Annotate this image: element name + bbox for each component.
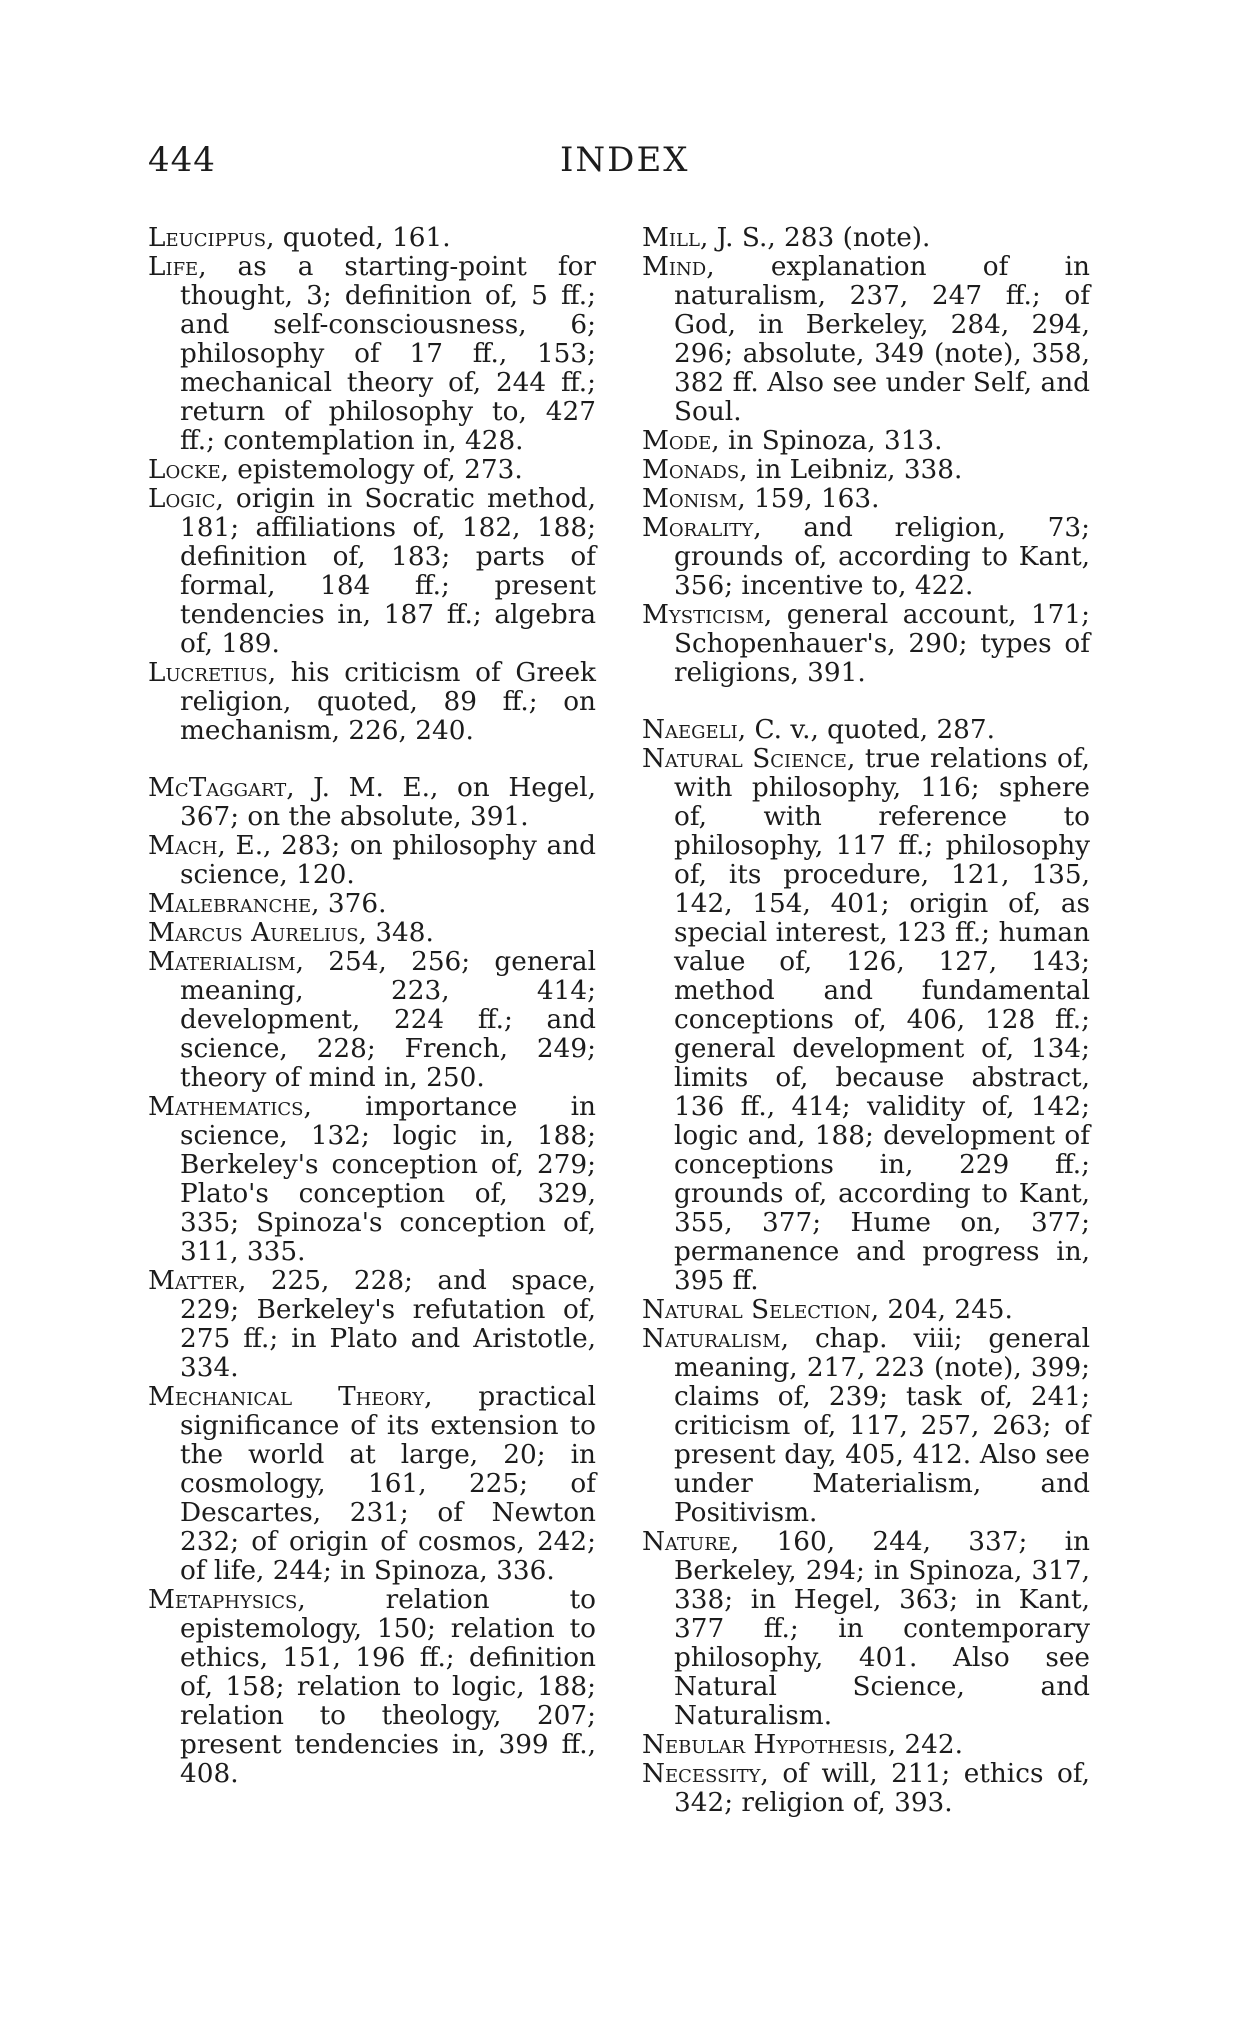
index-locators: , and religion, 73; grounds of, according to Kant, 356; incentive to, 422.	[674, 513, 1090, 601]
index-entry	[642, 456, 1090, 485]
index-locators: , in Spinoza, 313.	[711, 426, 943, 456]
index-locators: , importance in science, 132; logic in, 188; Berkeley's conception of, 279; Plato's conception of, 329, 335; Spinoza's conception of, 311, 335.	[180, 1092, 596, 1267]
index-entry	[148, 1267, 596, 1383]
index-locators: , in Leibniz, 338.	[739, 455, 963, 485]
index-locators: , 254, 256; general meaning, 223, 414; development, 224 ff.; and science, 228; French, 249; theory of mind in, 250.	[180, 947, 596, 1093]
index-term: Life	[148, 252, 199, 282]
index-locators: , 376.	[311, 889, 387, 919]
index-term: Locke	[148, 455, 221, 485]
index-entry	[642, 1760, 1090, 1818]
index-locators: , general account, 171; Schopenhauer's, 290; types of religions, 391.	[674, 600, 1090, 688]
index-term: Materialism	[148, 947, 296, 977]
index-entry	[642, 1296, 1090, 1325]
index-term: Naturalism	[642, 1324, 781, 1354]
index-entry	[148, 485, 596, 659]
index-entry	[148, 253, 596, 456]
index-term: Mind	[642, 252, 707, 282]
index-term: Leucippus	[148, 223, 267, 253]
index-entry	[148, 224, 596, 253]
index-term: Nature	[642, 1527, 731, 1557]
index-entry	[642, 485, 1090, 514]
index-locators: , practical significance of its extension to the world at large, 20; in cosmology, 161, 225; of Descartes, 231; of Newton 232; of origin of cosmos, 242; of life, 244; in Spinoza, 336.	[180, 1382, 597, 1586]
index-term: Necessity	[642, 1759, 761, 1789]
index-entry	[642, 745, 1090, 1296]
index-term: Natural Selection	[642, 1295, 871, 1325]
index-entry	[642, 1325, 1090, 1528]
index-entry	[642, 224, 1090, 253]
index-term: Logic	[148, 484, 216, 514]
index-locators: , E., 283; on philosophy and science, 120.	[180, 831, 596, 890]
index-term: Monads	[642, 455, 740, 485]
index-locators: , J. S., 283 (note).	[699, 223, 931, 253]
index-entry	[148, 456, 596, 485]
index-term: Mill	[642, 223, 700, 253]
index-entry	[148, 1383, 596, 1586]
index-locators: , 159, 163.	[737, 484, 880, 514]
index-term: Mysticism	[642, 600, 764, 630]
index-entry	[642, 1528, 1090, 1731]
index-locators: , true relations of, with philosophy, 116; sphere of, with reference to philosophy, 117 ff.; philosophy of, its procedure, 121, 135, 142, 154, 401; origin of, as special interest, 123 ff.; human value of, 126, 127, 143; method and fundamental conceptions of, 406, 128 ff.; general development of, 134; limits of, because abstract, 136 ff., 414; validity of, 142; logic and, 188; development of conceptions in, 229 ff.; grounds of, according to Kant, 355, 377; Hume on, 377; permanence and progress in, 395 ff.	[674, 744, 1091, 1296]
index-term: Matter	[148, 1266, 238, 1296]
index-term: Monism	[642, 484, 738, 514]
page-number: 444	[148, 140, 216, 180]
index-locators: , explanation of in naturalism, 237, 247 ff.; of God, in Berkeley, 284, 294, 296; absolute, 349 (note), 358, 382 ff. Also see under Self, and Soul.	[674, 252, 1090, 427]
index-entry	[642, 601, 1090, 688]
index-entry	[148, 774, 596, 832]
index-entry	[148, 1586, 596, 1789]
index-locators: , 225, 228; and space, 229; Berkeley's refutation of, 275 ff.; in Plato and Aristotle, 334.	[180, 1266, 596, 1383]
index-entry	[642, 716, 1090, 745]
index-entry	[148, 1093, 596, 1267]
index-term: McTaggart	[148, 773, 287, 803]
index-term: Mach	[148, 831, 218, 861]
index-entry	[148, 919, 596, 948]
index-term: Metaphysics	[148, 1585, 298, 1615]
index-entry	[148, 890, 596, 919]
index-term: Malebranche	[148, 889, 312, 919]
index-term: Natural Science	[642, 744, 847, 774]
index-term: Mathematics	[148, 1092, 304, 1122]
index-locators: , origin in Socratic method, 181; affiliations of, 182, 188; definition of, 183; parts of formal, 184 ff.; present tendencies in, 187 ff.; algebra of, 189.	[180, 484, 596, 659]
index-entry	[642, 514, 1090, 601]
index-entry	[642, 253, 1090, 427]
index-term: Marcus Aurelius	[148, 918, 359, 948]
index-locators: , of will, 211; ethics of, 342; religion of, 393.	[674, 1759, 1090, 1818]
index-locators: , chap. viii; general meaning, 217, 223 (note), 399; claims of, 239; task of, 241; criticism of, 117, 257, 263; of present day, 405, 412. Also see under Materialism, and Positivism.	[674, 1324, 1090, 1528]
left-column	[148, 224, 596, 1789]
index-entry	[148, 832, 596, 890]
index-locators: , as a starting-point for thought, 3; definition of, 5 ff.; and self-consciousness, 6; philosophy of 17 ff., 153; mechanical theory of, 244 ff.; return of philosophy to, 427 ff.; contemplation in, 428.	[180, 252, 596, 456]
index-term: Morality	[642, 513, 754, 543]
index-term: Lucretius	[148, 658, 268, 688]
right-column	[642, 224, 1090, 1818]
index-term: Mode	[642, 426, 712, 456]
index-locators: , J. M. E., on Hegel, 367; on the absolute, 391.	[180, 773, 596, 832]
index-entry	[148, 659, 596, 746]
index-locators: , 204, 245.	[870, 1295, 1013, 1325]
index-entry	[148, 948, 596, 1093]
running-head: INDEX	[560, 140, 690, 180]
index-entry	[642, 1731, 1090, 1760]
index-entry	[642, 427, 1090, 456]
index-term: Nebular Hypothesis	[642, 1730, 888, 1760]
index-locators: , epistemology of, 273.	[220, 455, 523, 485]
index-locators: , relation to epistemology, 150; relation to ethics, 151, 196 ff.; definition of, 158; relation to logic, 188; relation to theology, 207; present tendencies in, 399 ff., 408.	[180, 1585, 596, 1789]
index-locators: , 348.	[358, 918, 434, 948]
index-locators: , C. v., quoted, 287.	[737, 715, 996, 745]
index-locators: , 160, 244, 337; in Berkeley, 294; in Spinoza, 317, 338; in Hegel, 363; in Kant, 377 ff.; in contemporary philosophy, 401. Also see Natural Science, and Naturalism.	[674, 1527, 1090, 1731]
index-term: Naegeli	[642, 715, 738, 745]
index-locators: , 242.	[887, 1730, 963, 1760]
index-locators: , his criticism of Greek religion, quoted, 89 ff.; on mechanism, 226, 240.	[180, 658, 596, 746]
index-term: Mechanical Theory	[148, 1382, 425, 1412]
index-locators: , quoted, 161.	[266, 223, 451, 253]
